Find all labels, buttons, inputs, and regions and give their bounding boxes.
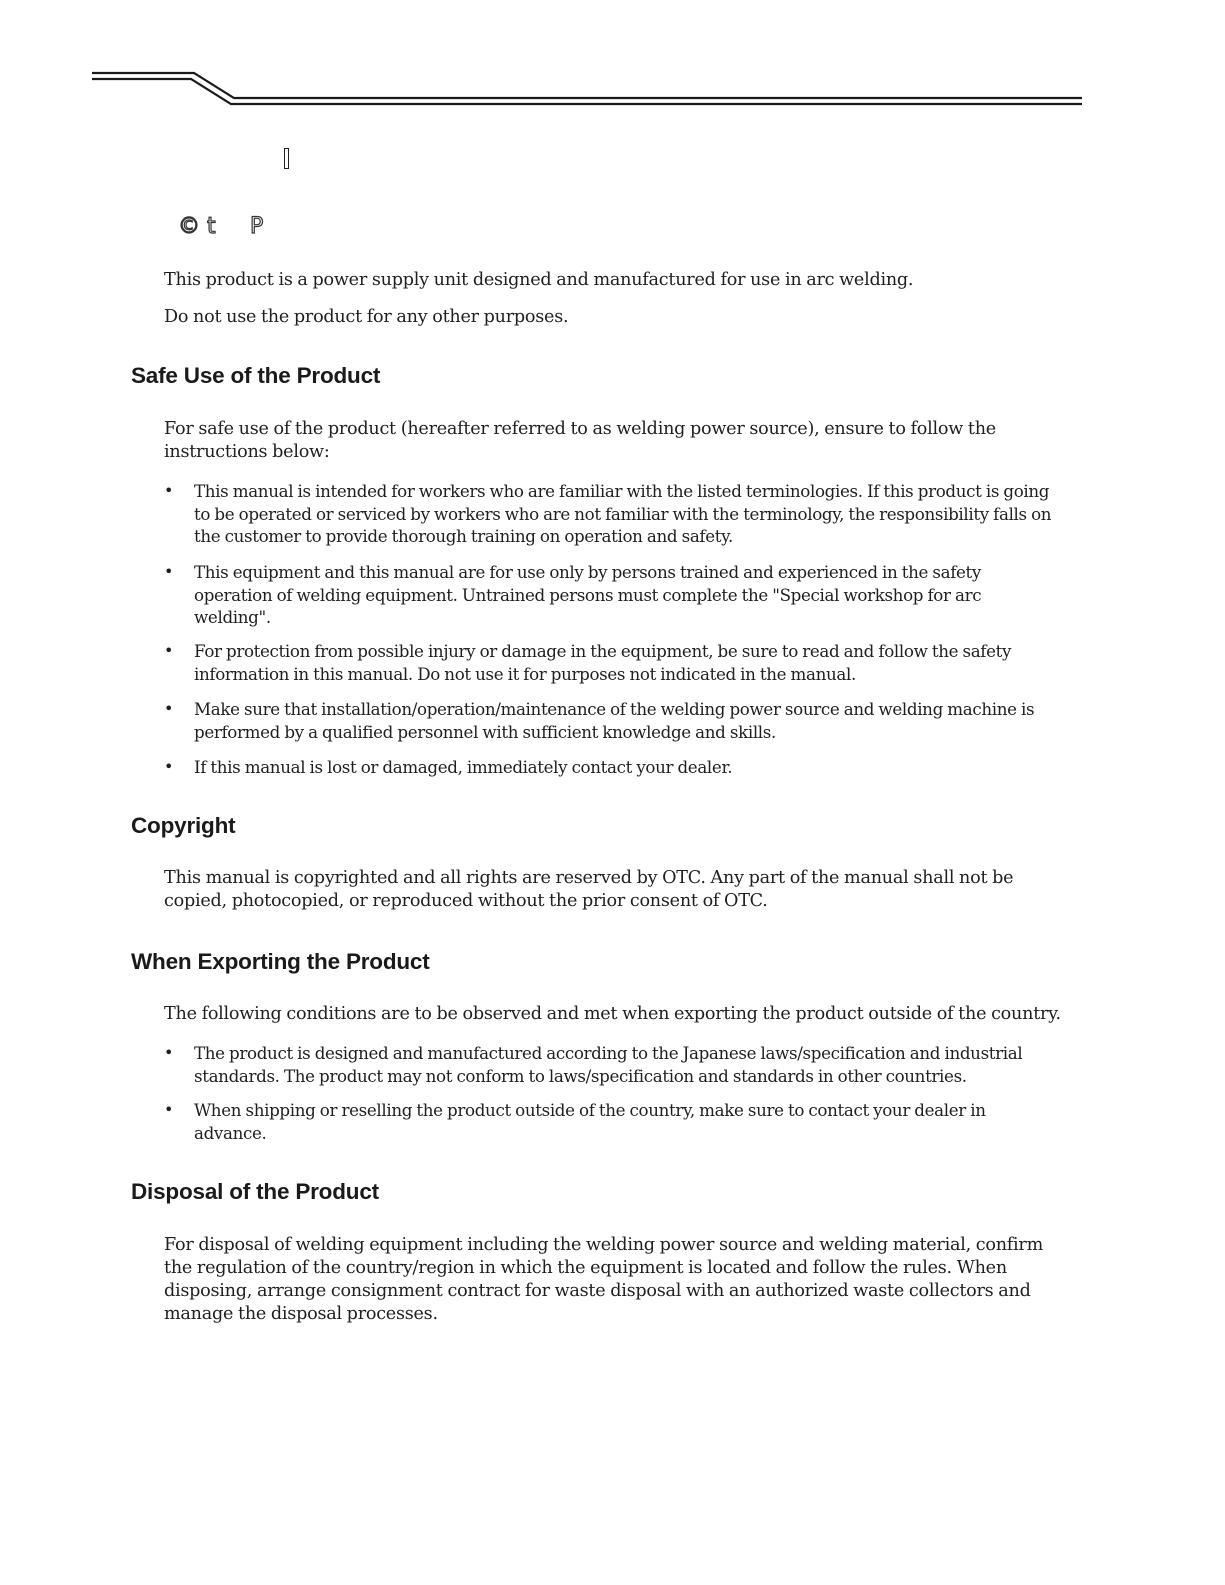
bullet-icon: •: [164, 562, 174, 581]
list-item: [164, 756, 1064, 779]
list-item: [164, 480, 1064, 548]
list-item-text: For protection from possible injury or damage in the equipment, be sure to read and follow the safety information in this manual. Do not use it for purposes not indicated in the manual.: [194, 641, 1012, 684]
list-item: [164, 561, 1064, 629]
list-item: [164, 1099, 1064, 1144]
list-item-text: If this manual is lost or damaged, immediately contact your dealer.: [194, 757, 733, 777]
list-item: [164, 640, 1064, 685]
safe-use-lead: For safe use of the product (hereafter referred to as welding power source), ensure to follow the instructions below:: [164, 419, 996, 462]
section-heading-copyright: Copyright: [131, 813, 236, 838]
section-heading-disposal: Disposal of the Product: [131, 1179, 379, 1204]
intro-line-2: Do not use the product for any other purposes.: [164, 307, 569, 327]
header-glyph: t: [207, 214, 216, 239]
section-heading-safe-use: Safe Use of the Product: [131, 363, 381, 388]
disposal-body: For disposal of welding equipment including the welding power source and welding material, confirm the regulation of the country/region in which the equipment is located and follow the rules. When disposing, arrange consignment contract for waste disposal with an authorized waste collectors and manage the disposal processes.: [164, 1235, 1044, 1324]
bullet-icon: •: [164, 1043, 174, 1062]
list-item-text: This manual is intended for workers who are familiar with the listed terminologies. If this product is going to be operated or serviced by workers who are not familiar with the terminology, the responsibility falls on the customer to provide thorough training on operation and safety.: [194, 481, 1052, 546]
list-item-text: The product is designed and manufactured according to the Japanese laws/specification and industrial standards. The product may not conform to laws/specification and standards in other countries.: [194, 1043, 1023, 1086]
exporting-lead: The following conditions are to be observed and met when exporting the product outside of the country.: [164, 1004, 1061, 1024]
section-heading-exporting: When Exporting the Product: [131, 949, 430, 974]
header-glyph: ©: [178, 214, 200, 239]
list-item-text: Make sure that installation/operation/maintenance of the welding power source and welding machine is performed by a qualified personnel with sufficient knowledge and skills.: [194, 699, 1035, 742]
bullet-icon: •: [164, 699, 174, 718]
copyright-body: This manual is copyrighted and all rights are reserved by OTC. Any part of the manual shall not be copied, photocopied, or reproduced without the prior consent of OTC.: [164, 868, 1014, 911]
bullet-icon: •: [164, 1100, 174, 1119]
bullet-icon: •: [164, 641, 174, 660]
intro-line-1: This product is a power supply unit designed and manufactured for use in arc welding.: [164, 270, 914, 290]
bullet-icon: •: [164, 757, 174, 776]
list-item-text: When shipping or reselling the product outside of the country, make sure to contact your dealer in advance.: [194, 1100, 986, 1143]
list-item: [164, 698, 1064, 743]
list-item: [164, 1042, 1064, 1087]
list-item-text: This equipment and this manual are for use only by persons trained and experienced in the safety operation of welding equipment. Untrained persons must complete the "Special workshop for arc welding".: [194, 562, 982, 627]
header-glyph: P: [250, 214, 264, 239]
header-mark: [284, 148, 289, 169]
bullet-icon: •: [164, 481, 174, 500]
header-rule: [0, 0, 1225, 120]
